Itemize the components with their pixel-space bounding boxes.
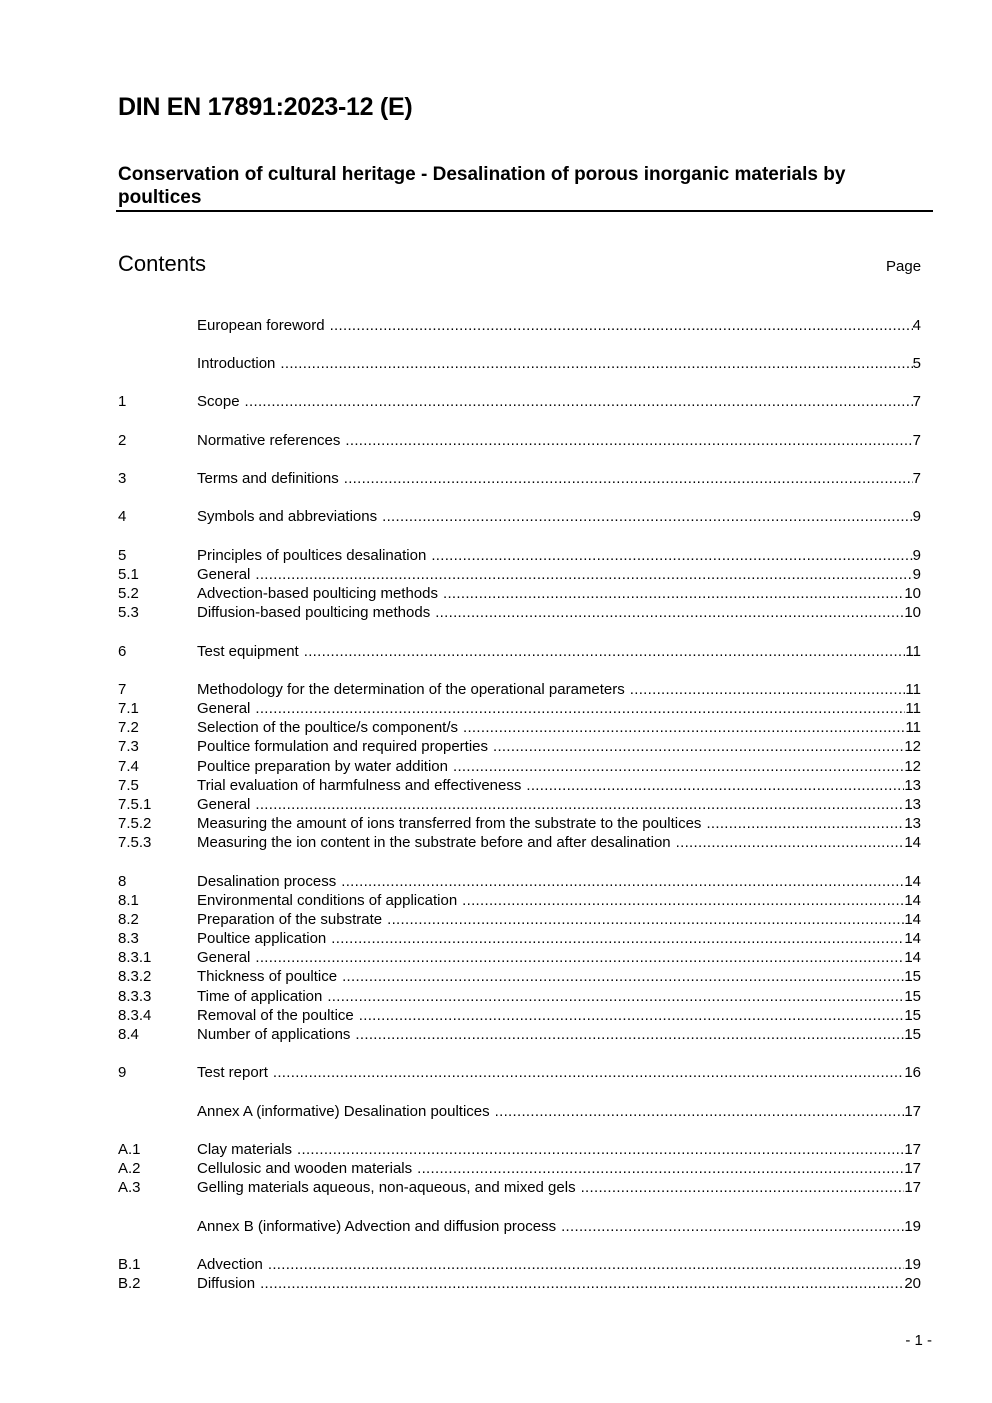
toc-title: Test equipment [197, 643, 299, 660]
toc-entry-8[interactable] [118, 872, 921, 891]
toc-entry-annex-a[interactable] [118, 1102, 921, 1121]
toc-entry-8-1[interactable] [118, 891, 921, 910]
toc-number: 6 [118, 643, 127, 660]
toc-title: Removal of the poultice [197, 1007, 354, 1024]
toc-title: Thickness of poultice [197, 968, 338, 985]
toc-number: 7.3 [118, 738, 139, 755]
toc-entry-2[interactable] [118, 431, 921, 450]
toc-entry-8-3-3[interactable] [118, 987, 921, 1006]
toc-number: 7.5.2 [118, 815, 152, 832]
toc-entry-7-2[interactable] [118, 718, 921, 737]
toc-number: 7.5 [118, 777, 139, 794]
toc-number: 8.2 [118, 911, 139, 928]
toc-leader [359, 1006, 905, 1025]
toc-entry-7-4[interactable] [118, 757, 921, 776]
toc-entry-7-1[interactable] [118, 699, 921, 718]
toc-title: Cellulosic and wooden materials [197, 1160, 413, 1177]
toc-page: 13 [904, 777, 921, 794]
toc-leader [431, 546, 912, 565]
toc-page: 15 [904, 968, 921, 985]
toc-number: 8.3.1 [118, 949, 152, 966]
toc-entry-7-5[interactable] [118, 776, 921, 795]
toc-entry-7-5-1[interactable] [118, 795, 921, 814]
toc-number: 2 [118, 432, 127, 449]
toc-page: 17 [904, 1103, 921, 1120]
toc-leader [495, 1102, 905, 1121]
toc-leader [255, 699, 905, 718]
toc-entry-4[interactable] [118, 507, 921, 526]
toc-number: 8.4 [118, 1026, 139, 1043]
toc-page: 4 [912, 317, 921, 334]
toc-page: 14 [904, 911, 921, 928]
toc-leader [342, 967, 904, 986]
page-column-heading: Page [886, 258, 922, 275]
toc-entry-8-3-4[interactable] [118, 1006, 921, 1025]
toc-page: 12 [904, 738, 921, 755]
toc-title: Environmental conditions of application [197, 892, 458, 909]
toc-leader [706, 814, 904, 833]
toc-title: Diffusion-based poulticing methods [197, 604, 431, 621]
toc-title: Methodology for the determination of the operational parameters [197, 681, 625, 698]
toc-title: Selection of the poultice/s component/s [197, 719, 458, 736]
toc-entry-european-foreword[interactable] [118, 316, 921, 335]
toc-leader [330, 316, 913, 335]
toc-page: 19 [904, 1218, 921, 1235]
toc-entry-a-2[interactable] [118, 1159, 921, 1178]
toc-leader [462, 891, 904, 910]
toc-entry-annex-b[interactable] [118, 1217, 921, 1236]
toc-entry-a-1[interactable] [118, 1140, 921, 1159]
toc-entry-5-2[interactable] [118, 584, 921, 603]
toc-leader [327, 987, 904, 1006]
toc-leader [297, 1140, 904, 1159]
toc-number: 7.5.3 [118, 834, 152, 851]
toc-page: 20 [904, 1275, 921, 1292]
title-divider [116, 210, 933, 212]
toc-title: Number of applications [197, 1026, 351, 1043]
toc-page: 10 [904, 585, 921, 602]
toc-leader [260, 1274, 904, 1293]
toc-number: A.2 [118, 1160, 141, 1177]
toc-page: 17 [904, 1179, 921, 1196]
toc-leader [463, 718, 905, 737]
toc-number: A.3 [118, 1179, 141, 1196]
toc-entry-introduction[interactable] [118, 354, 921, 373]
toc-title: General [197, 700, 251, 717]
toc-page: 15 [904, 1026, 921, 1043]
toc-page: 17 [904, 1160, 921, 1177]
toc-title: Scope [197, 393, 240, 410]
toc-leader [561, 1217, 904, 1236]
toc-title: Annex A (informative) Desalination poultices [197, 1103, 490, 1120]
toc-title: Annex B (informative) Advection and diffusion process [197, 1218, 557, 1235]
toc-page: 14 [904, 834, 921, 851]
toc-page: 11 [905, 643, 921, 660]
toc-title: Poultice formulation and required properties [197, 738, 488, 755]
toc-number: 8 [118, 873, 127, 890]
toc-page: 13 [904, 815, 921, 832]
toc-title: General [197, 566, 251, 583]
toc-leader [273, 1063, 904, 1082]
toc-page: 5 [912, 355, 921, 372]
toc-page: 14 [904, 873, 921, 890]
toc-entry-9[interactable] [118, 1063, 921, 1082]
toc-page: 10 [904, 604, 921, 621]
toc-page: 7 [912, 393, 921, 410]
toc-page: 14 [904, 892, 921, 909]
toc-number: 5.2 [118, 585, 139, 602]
toc-number: 8.3.2 [118, 968, 152, 985]
toc-title: Time of application [197, 988, 323, 1005]
toc-title: Introduction [197, 355, 276, 372]
toc-leader [581, 1178, 905, 1197]
toc-number: 7.2 [118, 719, 139, 736]
toc-number: A.1 [118, 1141, 141, 1158]
toc-page: 7 [912, 432, 921, 449]
toc-entry-b-1[interactable] [118, 1255, 921, 1274]
toc-page: 9 [912, 566, 921, 583]
toc-leader [341, 872, 904, 891]
toc-leader [245, 392, 913, 411]
toc-page: 17 [904, 1141, 921, 1158]
toc-leader [255, 795, 904, 814]
toc-page: 9 [912, 547, 921, 564]
toc-leader [255, 565, 912, 584]
toc-title: Advection [197, 1256, 263, 1273]
toc-page: 14 [904, 930, 921, 947]
toc-page: 15 [904, 988, 921, 1005]
toc-page: 19 [904, 1256, 921, 1273]
toc-number: 8.3.3 [118, 988, 152, 1005]
toc-leader [676, 833, 905, 852]
toc-entry-5[interactable] [118, 546, 921, 565]
toc-leader [493, 737, 904, 756]
toc-entry-b-2[interactable] [118, 1274, 921, 1293]
toc-leader [268, 1255, 904, 1274]
toc-entry-8-3-2[interactable] [118, 967, 921, 986]
toc-number: 1 [118, 393, 127, 410]
toc-leader [417, 1159, 904, 1178]
toc-leader [280, 354, 912, 373]
toc-title: Measuring the ion content in the substrate before and after desalination [197, 834, 671, 851]
toc-page: 16 [904, 1064, 921, 1081]
toc-leader [344, 469, 913, 488]
document-title: Conservation of cultural heritage - Desalination of porous inorganic materials by poultices [118, 164, 846, 208]
toc-entry-7-3[interactable] [118, 737, 921, 756]
toc-title: General [197, 949, 251, 966]
toc-entry-8-3-1[interactable] [118, 948, 921, 967]
page-number: - 1 - [905, 1332, 932, 1349]
toc-entry-7-5-3[interactable] [118, 833, 921, 852]
toc-page: 11 [905, 719, 921, 736]
toc-title: Measuring the amount of ions transferred from the substrate to the poultices [197, 815, 702, 832]
toc-title: Poultice preparation by water addition [197, 758, 448, 775]
document-id: DIN EN 17891:2023-12 (E) [118, 93, 413, 121]
toc-title: Test report [197, 1064, 268, 1081]
toc-title: Desalination process [197, 873, 337, 890]
toc-leader [345, 431, 912, 450]
toc-entry-6[interactable] [118, 642, 921, 661]
toc-leader [526, 776, 904, 795]
toc-entry-7[interactable] [118, 680, 921, 699]
toc-number: 7.4 [118, 758, 139, 775]
toc-page: 9 [912, 508, 921, 525]
toc-title: General [197, 796, 251, 813]
toc-entry-3[interactable] [118, 469, 921, 488]
toc-number: 7.5.1 [118, 796, 152, 813]
toc-leader [453, 757, 904, 776]
toc-number: 5.3 [118, 604, 139, 621]
toc-number: B.2 [118, 1275, 141, 1292]
toc-leader [443, 584, 904, 603]
toc-leader [355, 1025, 904, 1044]
toc-title: Diffusion [197, 1275, 256, 1292]
toc-title: Advection-based poulticing methods [197, 585, 438, 602]
toc-page: 15 [904, 1007, 921, 1024]
toc-page: 14 [904, 949, 921, 966]
toc-title: Preparation of the substrate [197, 911, 383, 928]
toc-entry-8-2[interactable] [118, 910, 921, 929]
toc-page: 11 [905, 700, 921, 717]
toc-page: 7 [912, 470, 921, 487]
toc-entry-7-5-2[interactable] [118, 814, 921, 833]
toc-entry-8-4[interactable] [118, 1025, 921, 1044]
toc-title: European foreword [197, 317, 325, 334]
toc-leader [304, 642, 906, 661]
toc-number: 7 [118, 681, 127, 698]
toc-leader [382, 507, 913, 526]
toc-entry-a-3[interactable] [118, 1178, 921, 1197]
toc-title: Poultice application [197, 930, 327, 947]
toc-title: Clay materials [197, 1141, 293, 1158]
toc-title: Symbols and abbreviations [197, 508, 378, 525]
toc-number: 8.3.4 [118, 1007, 152, 1024]
toc-number: 7.1 [118, 700, 139, 717]
toc-leader [255, 948, 904, 967]
toc-number: 5.1 [118, 566, 139, 583]
toc-number: 9 [118, 1064, 127, 1081]
toc-title: Principles of poultices desalination [197, 547, 427, 564]
toc-page: 11 [905, 681, 921, 698]
toc-number: 4 [118, 508, 127, 525]
toc-entry-5-3[interactable] [118, 603, 921, 622]
toc-entry-1[interactable] [118, 392, 921, 411]
toc-entry-5-1[interactable] [118, 565, 921, 584]
toc-number: B.1 [118, 1256, 141, 1273]
toc-leader [435, 603, 904, 622]
toc-page: 12 [904, 758, 921, 775]
toc-entry-8-3[interactable] [118, 929, 921, 948]
toc-title: Normative references [197, 432, 341, 449]
toc-title: Gelling materials aqueous, non-aqueous, and mixed gels [197, 1179, 576, 1196]
toc-number: 8.1 [118, 892, 139, 909]
toc-leader [387, 910, 904, 929]
toc-leader [630, 680, 906, 699]
toc-number: 3 [118, 470, 127, 487]
toc-number: 8.3 [118, 930, 139, 947]
toc-title: Terms and definitions [197, 470, 339, 487]
toc-number: 5 [118, 547, 127, 564]
toc-page: 13 [904, 796, 921, 813]
toc-leader [331, 929, 904, 948]
contents-heading: Contents [118, 251, 207, 276]
toc-title: Trial evaluation of harmfulness and effectiveness [197, 777, 522, 794]
